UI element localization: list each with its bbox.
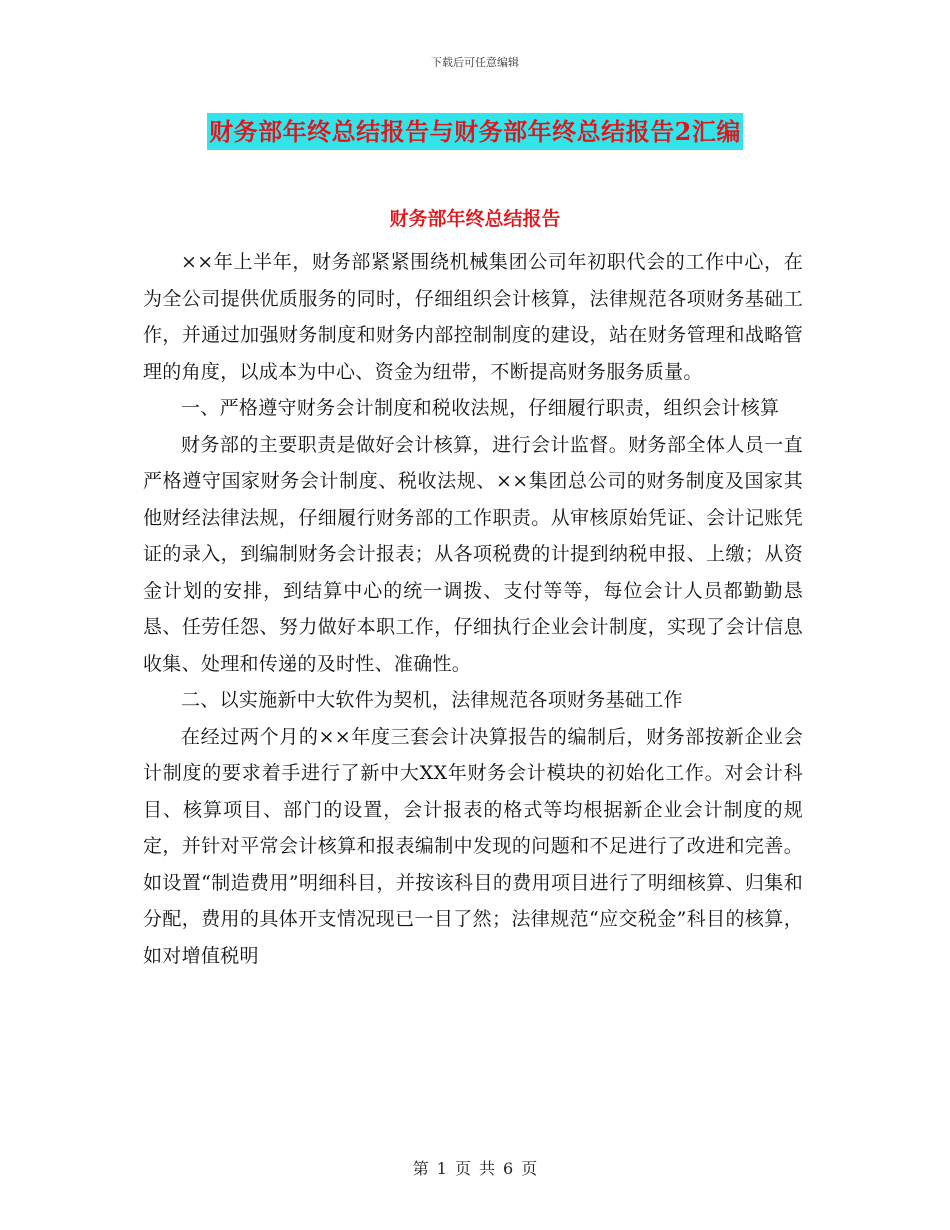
footer-total-unit: 页 [521,1159,538,1178]
footer-page-unit: 页 [454,1159,471,1178]
page-number: 1 [436,1159,447,1178]
footer-prefix: 第 [412,1159,429,1178]
document-body [143,244,803,974]
footer-total-prefix: 共 [479,1159,496,1178]
document-title-text: 财务部年终总结报告与财务部年终总结报告2汇编 [207,113,743,150]
paragraph: 在经过两个月的××年度三套会计决算报告的编制后，财务部按新企业会计制度的要求着手进行了新中大XX年财务会计模块的初始化工作。对会计科目、核算项目、部门的设置，会计报表的格式等均根据新企业会计制度的规定，并针对平常会计核算和报表编制中发现的问题和不足进行了改进和完善。如设置“制造费用”明细科目，并按该科目的费用项目进行了明细核算、归集和分配，费用的具体开支情况现已一目了然；法律规范“应交税金”科目的核算，如对增值税明 [143,725,803,967]
paragraph: 财务部的主要职责是做好会计核算，进行会计监督。财务部全体人员一直严格遵守国家财务会计制度、税收法规、××集团总公司的财务制度及国家其他财经法律法规，仔细履行财务部的工作职责。从审核原始凭证、会计记账凭证的录入，到编制财务会计报表；从各项税费的计提到纳税申报、上缴；从资金计划的安排，到结算中心的统一调拨、支付等等，每位会计人员都勤勤恳恳、任劳任怨、努力做好本职工作，仔细执行企业会计制度，实现了会计信息收集、处理和传递的及时性、准确性。 [143,433,803,675]
header-note: 下载后可任意编辑 [431,56,519,69]
page-total: 6 [503,1159,514,1178]
paragraph: 二、以实施新中大软件为契机，法律规范各项财务基础工作 [181,689,683,711]
document-title [0,112,950,147]
paragraph: ××年上半年，财务部紧紧围绕机械集团公司年初职代会的工作中心，在为全公司提供优质服务的同时，仔细组织会计核算，法律规范各项财务基础工作，并通过加强财务制度和财务内部控制制度的建设，站在财务管理和战略管理的角度，以成本为中心、资金为纽带，不断提高财务服务质量。 [143,251,803,383]
paragraph: 一、严格遵守财务会计制度和税收法规，仔细履行职责，组织会计核算 [181,397,780,419]
section-title: 财务部年终总结报告 [389,208,561,230]
page-footer [0,1156,950,1179]
